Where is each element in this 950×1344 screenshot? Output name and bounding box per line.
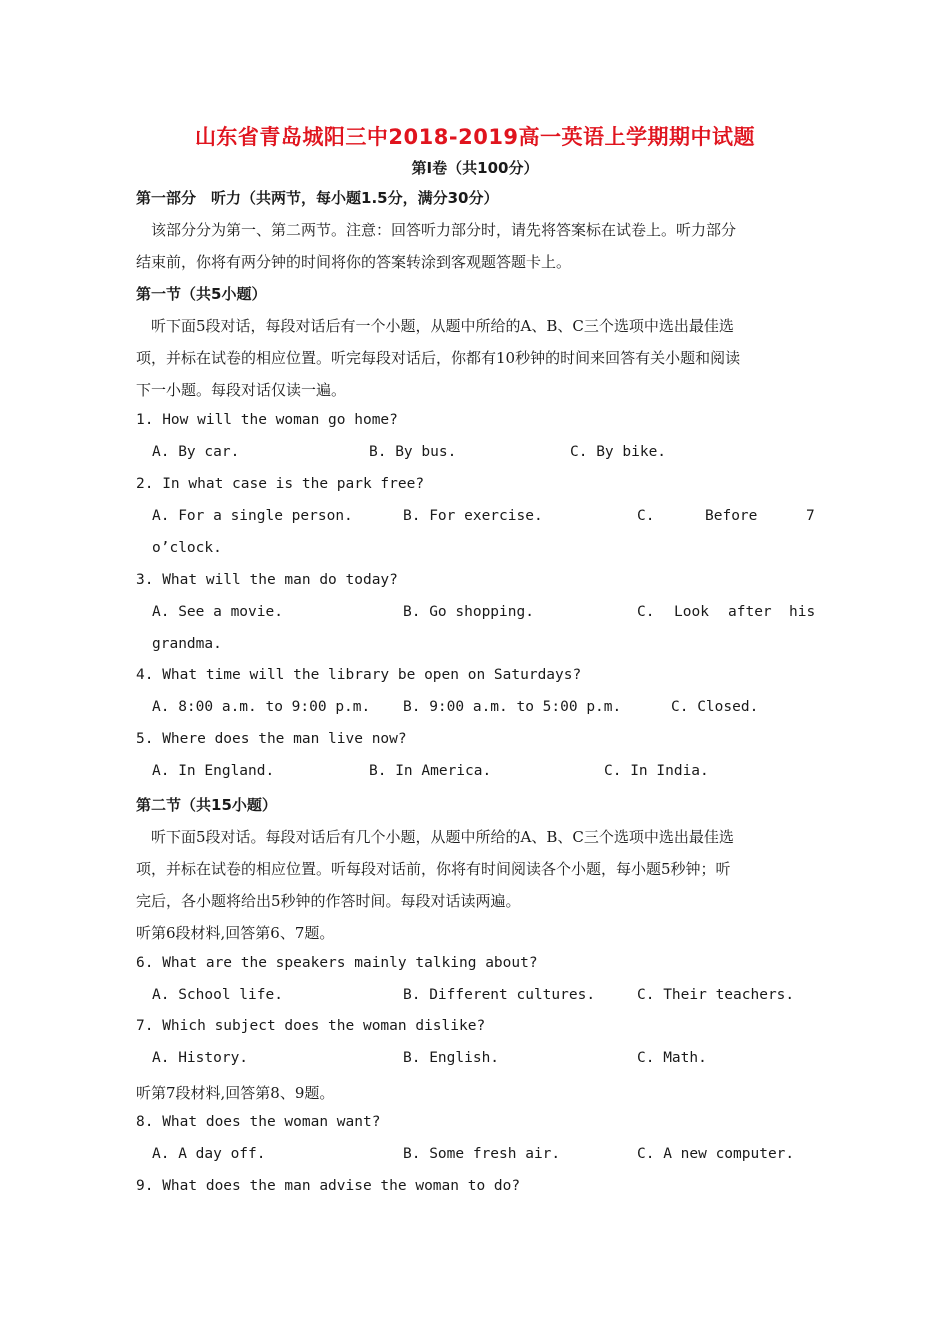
question-8-option-a: A. A day off. bbox=[152, 1146, 266, 1162]
part1-intro-line-2: 结束前，你将有两分钟的时间将你的答案转涂到客观题答题卡上。 bbox=[136, 253, 572, 271]
question-4-option-a: A. 8:00 a.m. to 9:00 p.m. bbox=[152, 699, 371, 715]
question-5-stem: 5. Where does the man live now? bbox=[136, 731, 407, 747]
section2-intro-line-3: 完后，各小题将给出5秒钟的作答时间。每段对话读两遍。 bbox=[136, 892, 521, 910]
question-3-stem: 3. What will the man do today? bbox=[136, 572, 398, 588]
question-8-option-b: B. Some fresh air. bbox=[403, 1146, 561, 1162]
part1-intro-line-1: 该部分分为第一、第二两节。注意：回答听力部分时，请先将答案标在试卷上。听力部分 bbox=[136, 221, 737, 239]
question-6-option-b: B. Different cultures. bbox=[403, 987, 596, 1003]
question-1-option-b: B. By bus. bbox=[369, 444, 457, 460]
question-6-option-c: C. Their teachers. bbox=[637, 987, 795, 1003]
question-2-option-c-word-1: Before bbox=[705, 508, 758, 524]
question-1-option-c: C. By bike. bbox=[570, 444, 667, 460]
section1-heading: 第一节（共5小题） bbox=[136, 285, 267, 303]
question-3-option-c-continued: grandma. bbox=[152, 636, 222, 652]
question-2-option-c-continued: o’clock. bbox=[152, 540, 222, 556]
question-7-option-b: B. English. bbox=[403, 1050, 500, 1066]
section1-intro-line-3: 下一小题。每段对话仅读一遍。 bbox=[136, 381, 347, 399]
question-3-option-c-letter: C. bbox=[637, 604, 655, 620]
exam-title: 山东省青岛城阳三中2018-2019高一英语上学期期中试题 bbox=[194, 125, 756, 149]
question-9-stem: 9. What does the man advise the woman to do? bbox=[136, 1178, 521, 1194]
section1-intro-line-1: 听下面5段对话，每段对话后有一个小题，从题中所给的A、B、C三个选项中选出最佳选 bbox=[136, 317, 734, 335]
question-7-stem: 7. Which subject does the woman dislike? bbox=[136, 1018, 486, 1034]
question-8-option-c: C. A new computer. bbox=[637, 1146, 795, 1162]
question-4-stem: 4. What time will the library be open on Saturdays? bbox=[136, 667, 582, 683]
question-6-option-a: A. School life. bbox=[152, 987, 283, 1003]
question-3-option-c-word-1: Look bbox=[674, 604, 709, 620]
question-5-option-c: C. In India. bbox=[604, 763, 709, 779]
material-6-note: 听第6段材料,回答第6、7题。 bbox=[136, 924, 335, 942]
question-3-option-c-word-3: his bbox=[789, 604, 816, 620]
question-4-option-b: B. 9:00 a.m. to 5:00 p.m. bbox=[403, 699, 622, 715]
volume-subtitle: 第Ⅰ卷（共100分） bbox=[411, 159, 539, 177]
question-7-option-a: A. History. bbox=[152, 1050, 249, 1066]
question-3-option-b: B. Go shopping. bbox=[403, 604, 534, 620]
question-2-stem: 2. In what case is the park free? bbox=[136, 476, 425, 492]
question-2-option-b: B. For exercise. bbox=[403, 508, 543, 524]
question-2-option-c-letter: C. bbox=[637, 508, 655, 524]
question-1-option-a: A. By car. bbox=[152, 444, 240, 460]
question-4-option-c: C. Closed. bbox=[671, 699, 759, 715]
section2-heading: 第二节（共15小题） bbox=[136, 796, 277, 814]
question-2-option-c-word-2: 7 bbox=[806, 508, 815, 524]
question-7-option-c: C. Math. bbox=[637, 1050, 707, 1066]
question-3-option-c-word-2: after bbox=[728, 604, 772, 620]
question-5-option-a: A. In England. bbox=[152, 763, 275, 779]
question-6-stem: 6. What are the speakers mainly talking about? bbox=[136, 955, 538, 971]
question-8-stem: 8. What does the woman want? bbox=[136, 1114, 381, 1130]
section2-intro-line-1: 听下面5段对话。每段对话后有几个小题，从题中所给的A、B、C三个选项中选出最佳选 bbox=[136, 828, 734, 846]
question-1-stem: 1. How will the woman go home? bbox=[136, 412, 398, 428]
section1-intro-line-2: 项，并标在试卷的相应位置。听完每段对话后，你都有10秒钟的时间来回答有关小题和阅读 bbox=[136, 349, 741, 367]
question-2-option-a: A. For a single person. bbox=[152, 508, 353, 524]
question-5-option-b: B. In America. bbox=[369, 763, 492, 779]
section2-intro-line-2: 项，并标在试卷的相应位置。听每段对话前，你将有时间阅读各个小题，每小题5秒钟；听 bbox=[136, 860, 731, 878]
question-3-option-a: A. See a movie. bbox=[152, 604, 283, 620]
part1-heading: 第一部分 听力（共两节，每小题1.5分，满分30分） bbox=[136, 189, 499, 207]
material-7-note: 听第7段材料,回答第8、9题。 bbox=[136, 1084, 335, 1102]
